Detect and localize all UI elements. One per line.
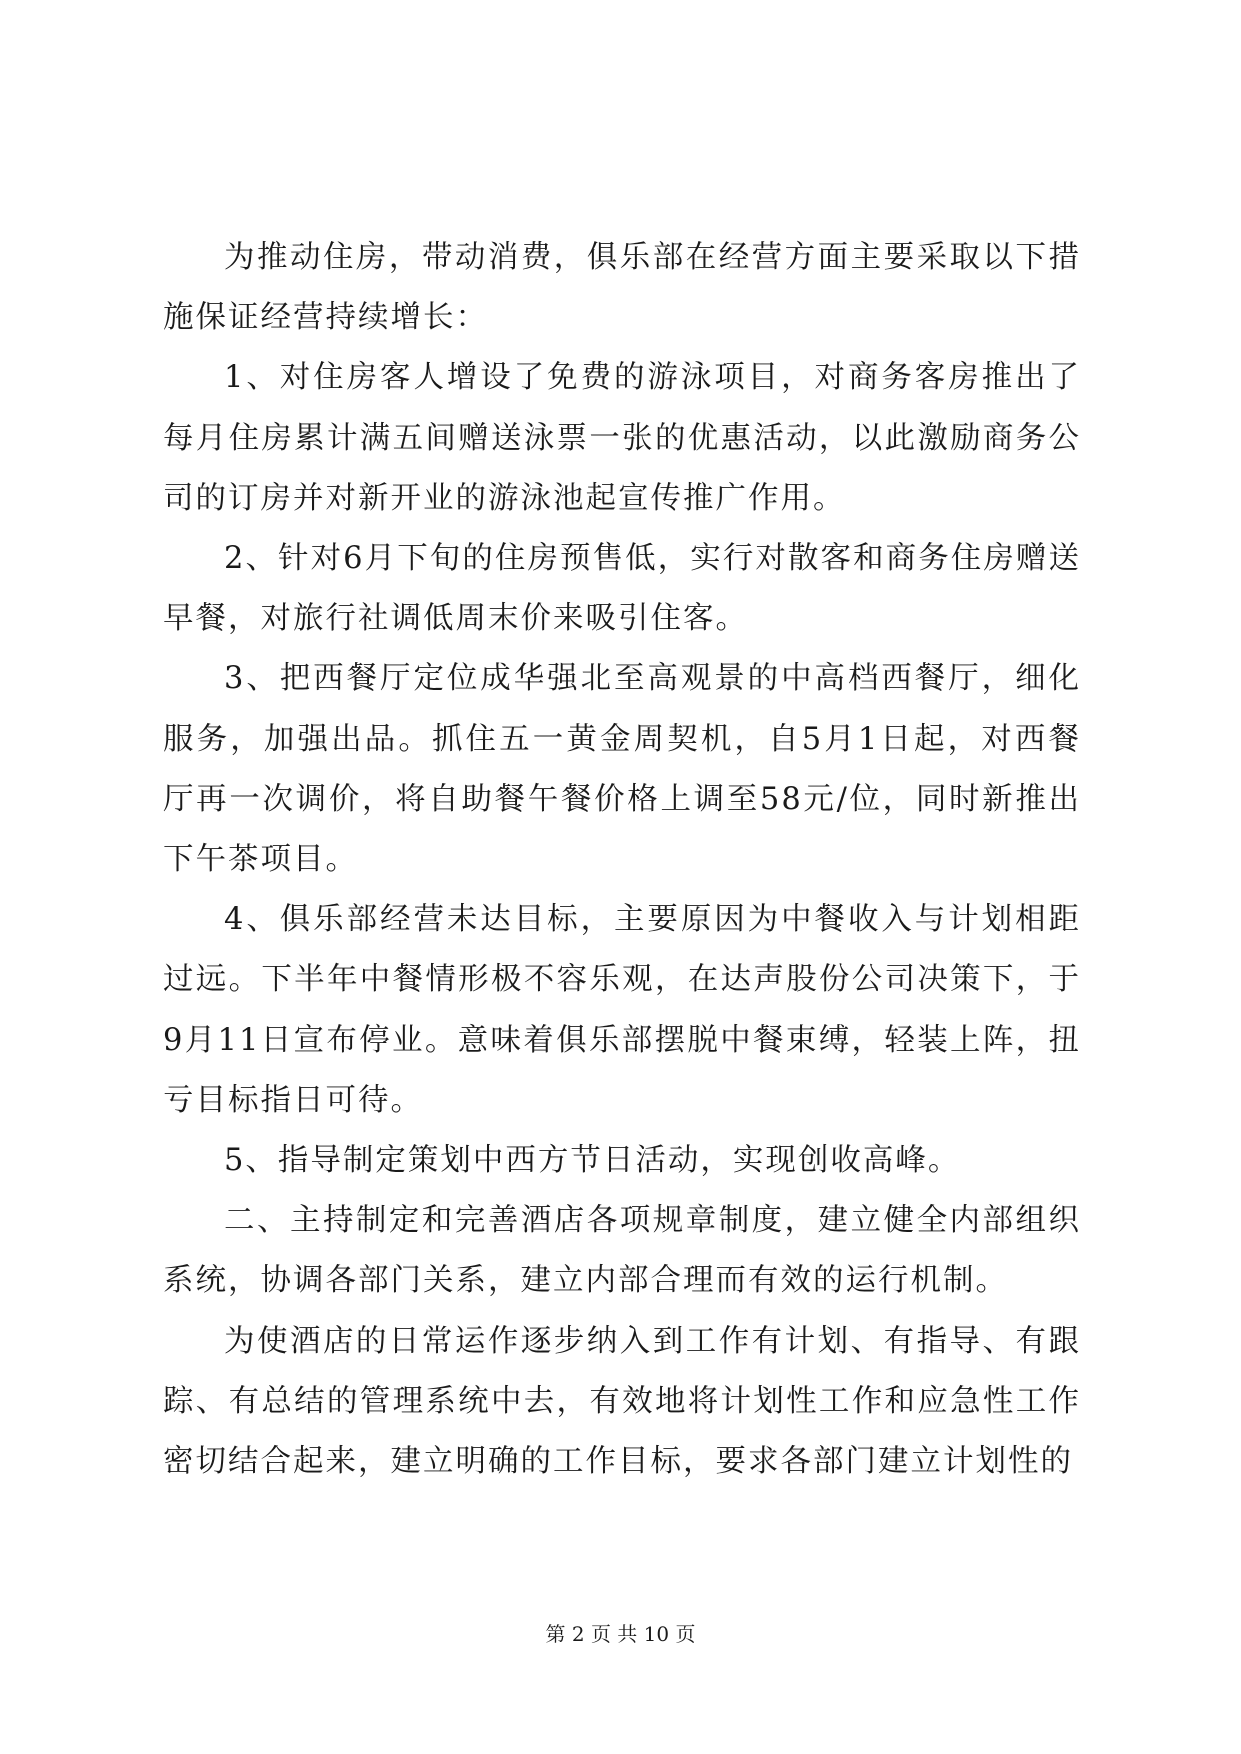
paragraph-section-2: 二、主持制定和完善酒店各项规章制度，建立健全内部组织系统，协调各部门关系，建立内部合理而有效的运行机制。 (163, 1203, 1081, 1299)
paragraph-intro: 为推动住房，带动消费，俱乐部在经营方面主要采取以下措施保证经营持续增长： (163, 240, 1081, 336)
paragraph-item-4: 4、俱乐部经营未达目标，主要原因为中餐收入与计划相距过远。下半年中餐情形极不容乐观，在达声股份公司决策下，于9月11日宣布停业。意味着俱乐部摆脱中餐束缚，轻装上阵，扭亏目标指日可待。 (163, 902, 1081, 1118)
paragraph-item-2: 2、针对6月下旬的住房预售低，实行对散客和商务住房赠送早餐，对旅行社调低周末价来吸引住客。 (163, 541, 1081, 637)
paragraph-item-1: 1、对住房客人增设了免费的游泳项目，对商务客房推出了每月住房累计满五间赠送泳票一张的优惠活动，以此激励商务公司的订房并对新开业的游泳池起宣传推广作用。 (163, 360, 1081, 516)
paragraph-section-2-body: 为使酒店的日常运作逐步纳入到工作有计划、有指导、有跟踪、有总结的管理系统中去，有效地将计划性工作和应急性工作密切结合起来，建立明确的工作目标，要求各部门建立计划性的 (163, 1323, 1081, 1480)
paragraph-item-3: 3、把西餐厅定位成华强北至高观景的中高档西餐厅，细化服务，加强出品。抓住五一黄金周契机，自5月1日起，对西餐厅再一次调价，将自助餐午餐价格上调至58元/位，同时新推出下午茶项目。 (163, 661, 1081, 878)
paragraph-item-5: 5、指导制定策划中西方节日活动，实现创收高峰。 (224, 1143, 961, 1179)
page-number-footer: 第 2 页 共 10 页 (545, 1622, 696, 1646)
document-body (163, 228, 1081, 1492)
